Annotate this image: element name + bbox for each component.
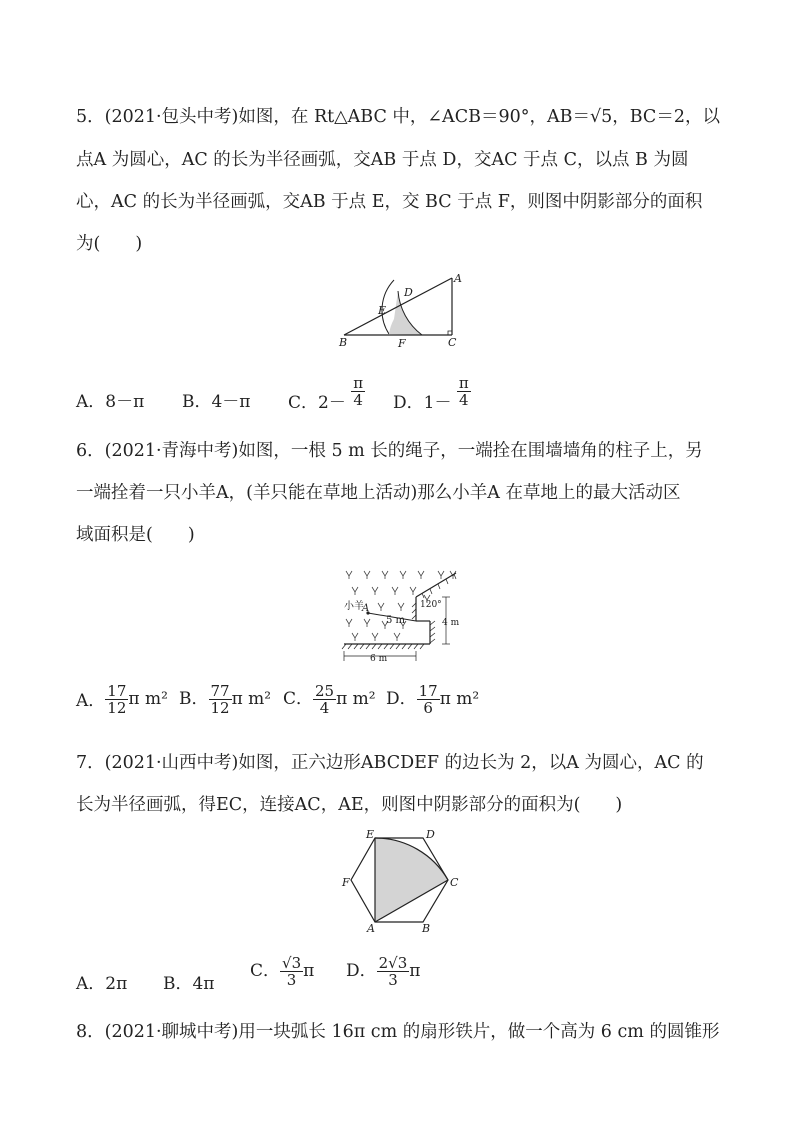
q6-option-d-fraction bbox=[417, 683, 440, 716]
q6-line-2: 一端拴着一只小羊A，(羊只能在草地上活动)那么小羊A 在草地上的最大活动区 bbox=[76, 483, 681, 503]
q7-option-b: B．4π bbox=[163, 974, 215, 994]
q6-option-c-num: 25 bbox=[315, 682, 335, 700]
q5-option-d-prefix: D．1－ bbox=[393, 393, 452, 413]
q7-option-d-suffix: π bbox=[409, 961, 421, 981]
q7-option-d-prefix: D． bbox=[346, 961, 377, 981]
q7-line-1: 7．(2021·山西中考)如图，正六边形ABCDEF 的边长为 2，以A 为圆心，AC 的 bbox=[76, 753, 704, 773]
q5-label-f: F bbox=[398, 337, 406, 350]
q5-option-d-num: π bbox=[458, 374, 469, 392]
q5-option-d-fraction bbox=[457, 375, 471, 408]
q5-line-3: 心，AC 的长为半径画弧，交AB 于点 E，交 BC 于点 F，则图中阴影部分的面积 bbox=[76, 192, 703, 212]
q5-option-d bbox=[393, 374, 471, 413]
q6-option-c-suffix: π m² bbox=[336, 689, 376, 709]
q5-label-a: A bbox=[454, 272, 462, 285]
q7-label-c: C bbox=[450, 876, 459, 889]
q6-option-c-fraction bbox=[313, 683, 336, 716]
q6-label-rope: 5 m bbox=[386, 615, 406, 626]
q7-figure bbox=[338, 826, 462, 938]
q6-label-a: A bbox=[362, 603, 370, 614]
q5-option-a: A．8－π bbox=[76, 392, 145, 412]
q5-line-4: 为( ) bbox=[76, 234, 143, 254]
q6-option-d-suffix: π m² bbox=[439, 689, 480, 709]
q5-option-c bbox=[288, 374, 365, 413]
q7-label-d: D bbox=[426, 828, 435, 841]
q5-line-1: 5．(2021·包头中考)如图，在 Rt△ABC 中，∠ACB＝90°，AB＝√5，BC＝2，以 bbox=[76, 107, 720, 127]
q6-option-c bbox=[283, 683, 376, 716]
q6-option-b-fraction bbox=[209, 683, 232, 716]
q5-option-c-fraction bbox=[351, 375, 365, 408]
q6-option-a-fraction bbox=[105, 683, 128, 716]
q6-label-sheep: 小羊 bbox=[344, 601, 364, 612]
q5-option-c-num: π bbox=[353, 374, 364, 392]
q6-option-a-den: 12 bbox=[107, 699, 127, 717]
q6-option-d-den: 6 bbox=[423, 699, 433, 717]
q6-option-a bbox=[76, 683, 168, 716]
q6-option-b-den: 12 bbox=[210, 699, 230, 717]
q6-option-c-den: 4 bbox=[319, 699, 330, 717]
q6-label-angle: 120° bbox=[420, 600, 442, 610]
q5-option-c-prefix: C．2－ bbox=[288, 393, 346, 413]
q6-option-a-num: 17 bbox=[107, 682, 127, 700]
q6-line-1: 6．(2021·青海中考)如图，一根 5 m 长的绳子，一端拴在围墙墙角的柱子上，另 bbox=[76, 441, 703, 461]
q6-option-d bbox=[386, 683, 479, 716]
q5-option-b: B．4－π bbox=[182, 392, 251, 412]
q5-figure bbox=[330, 268, 470, 350]
q7-label-a: A bbox=[367, 922, 375, 935]
q6-option-b-num: 77 bbox=[210, 682, 230, 700]
q6-option-a-suffix: π m² bbox=[128, 689, 168, 709]
q5-label-c: C bbox=[448, 336, 457, 349]
q6-option-d-prefix: D． bbox=[386, 689, 417, 709]
q7-label-f: F bbox=[342, 876, 350, 889]
q5-label-b: B bbox=[339, 336, 348, 349]
q7-option-d-den: 3 bbox=[388, 971, 398, 989]
q5-label-e: E bbox=[378, 304, 387, 317]
q7-line-2: 长为半径画弧，得EC，连接AC，AE，则图中阴影部分的面积为( ) bbox=[76, 795, 623, 815]
q8-line-1: 8．(2021·聊城中考)用一块弧长 16π cm 的扇形铁片，做一个高为 6 cm 的圆锥形 bbox=[76, 1022, 720, 1042]
q6-line-3: 域面积是( ) bbox=[76, 525, 195, 545]
q7-option-a: A．2π bbox=[76, 974, 128, 994]
q7-option-d-fraction bbox=[377, 955, 410, 988]
q6-option-d-num: 17 bbox=[418, 682, 438, 700]
q6-option-b-prefix: B． bbox=[179, 689, 209, 709]
q5-option-c-den: 4 bbox=[353, 391, 363, 409]
q7-option-c-prefix: C． bbox=[250, 961, 281, 981]
q6-option-c-prefix: C． bbox=[283, 689, 314, 709]
q6-option-b bbox=[179, 683, 271, 716]
q5-line-2: 点A 为圆心，AC 的长为半径画弧，交AB 于点 D，交AC 于点 C，以点 B 为圆 bbox=[76, 150, 689, 170]
q6-label-width: 6 m bbox=[370, 654, 388, 664]
q6-label-height: 4 m bbox=[442, 618, 460, 628]
q5-label-d: D bbox=[404, 286, 413, 299]
q7-option-c-fraction bbox=[280, 955, 303, 988]
q7-option-c-den: 3 bbox=[286, 971, 297, 989]
q7-label-e: E bbox=[366, 828, 375, 841]
q6-option-a-prefix: A． bbox=[76, 691, 106, 711]
q6-option-b-suffix: π m² bbox=[231, 689, 272, 709]
q7-option-c bbox=[250, 955, 314, 988]
q5-option-d-den: 4 bbox=[459, 391, 469, 409]
q6-figure bbox=[338, 563, 470, 669]
q7-option-c-num: √3 bbox=[282, 954, 302, 972]
q7-label-b: B bbox=[422, 922, 431, 935]
q7-option-c-suffix: π bbox=[303, 961, 315, 981]
q7-option-d-num: 2√3 bbox=[378, 954, 408, 972]
q7-option-d bbox=[346, 955, 420, 988]
